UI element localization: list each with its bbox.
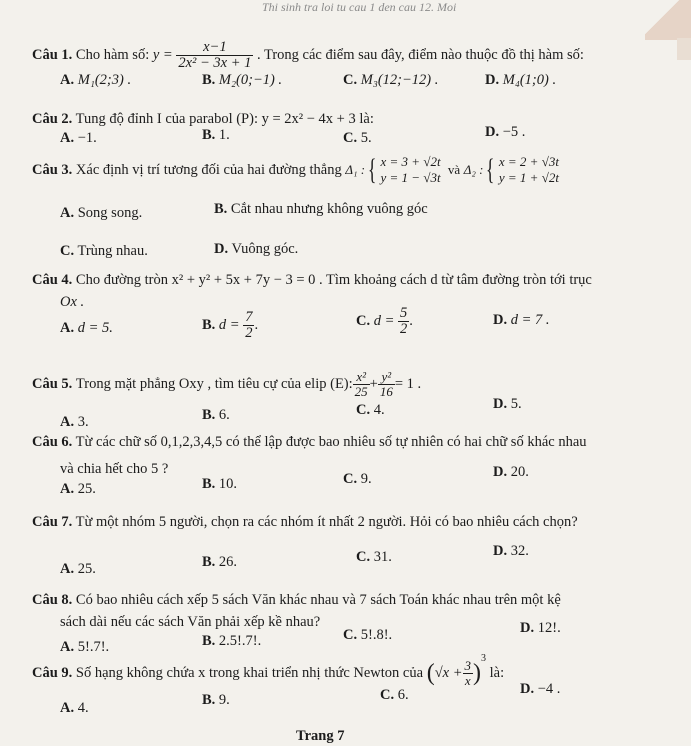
option-b[interactable]	[202, 310, 258, 341]
option-text: 4.	[77, 700, 89, 716]
option-d[interactable]	[520, 620, 561, 637]
question-text: Có bao nhiêu cách xếp 5 sách Văn khác nhau và 7 sách Toán khác nhau trên một kệ	[75, 592, 561, 608]
option-a[interactable]	[60, 205, 142, 222]
question-text: Tung độ đỉnh I của parabol (P): y = 2x² − 4x + 3 là:	[75, 111, 374, 127]
question-text-after: . Trong các điểm sau đây, điểm nào thuộc đồ thị hàm số:	[257, 47, 584, 64]
option-text: 1.	[218, 127, 230, 143]
option-a[interactable]	[60, 320, 113, 337]
question-6	[32, 434, 587, 451]
fraction-numerator: x²	[353, 370, 370, 385]
option-text: 4.	[373, 402, 385, 418]
question-text: Cho đường tròn x² + y² + 5x + 7y − 3 = 0 . Tìm khoảng cách d từ tâm đường tròn tới trục	[75, 272, 592, 288]
option-text: 26.	[218, 554, 238, 570]
brace-symbol: {	[367, 153, 377, 186]
option-c[interactable]	[356, 549, 392, 566]
question-text: Từ các chữ số 0,1,2,3,4,5 có thể lập được bao nhiêu số tự nhiên có hai chữ số khác nhau	[75, 434, 587, 450]
question-8	[32, 592, 561, 609]
fraction-numerator: y²	[378, 370, 395, 385]
option-key: C.	[343, 130, 358, 146]
option-text: 25.	[77, 561, 96, 577]
option-text: 25.	[77, 481, 96, 497]
option-c[interactable]	[60, 243, 148, 260]
line1-system	[365, 154, 440, 187]
ellipse-fraction-y	[378, 370, 395, 398]
option-text: 9.	[360, 471, 372, 487]
function-fraction	[176, 40, 253, 71]
option-text: M₄(1;0) .	[502, 72, 557, 88]
option-key: B.	[202, 127, 216, 143]
question-label: Câu 5.	[32, 375, 73, 392]
page-corner-decoration-2	[677, 38, 691, 60]
option-text: 12!.	[537, 620, 561, 636]
option-d[interactable]	[493, 543, 529, 560]
option-c[interactable]	[343, 471, 372, 488]
option-text: d = 7 .	[510, 312, 550, 328]
option-text: −5 .	[502, 124, 526, 140]
question-label: Câu 3.	[32, 161, 73, 178]
question-text: Số hạng không chứa x trong khai triển nhị thức Newton của	[75, 664, 424, 681]
question-text-after: là:	[489, 664, 505, 681]
option-key: A.	[60, 320, 75, 336]
option-key: C.	[356, 313, 371, 330]
option-c[interactable]	[343, 130, 372, 147]
option-key: C.	[356, 549, 371, 565]
question-1	[32, 40, 584, 71]
option-key: C.	[343, 471, 358, 487]
option-text: −1.	[77, 130, 97, 146]
option-key: A.	[60, 639, 75, 655]
ellipse-fraction-x	[353, 370, 370, 398]
question-4	[32, 272, 592, 289]
option-text: Vuông góc.	[231, 241, 299, 257]
question-text: Từ một nhóm 5 người, chọn ra các nhóm ít nhất 2 người. Hỏi có bao nhiêu cách chọn?	[75, 514, 578, 530]
open-paren: (	[426, 659, 435, 686]
option-key: B.	[202, 317, 216, 334]
fraction-numerator: 3	[464, 657, 471, 673]
option-a[interactable]	[60, 561, 96, 578]
line2-equation-y: y = 1 + √2t	[498, 170, 559, 185]
option-key: A.	[60, 561, 75, 577]
option-d[interactable]	[493, 396, 522, 413]
expression-left: √x +	[434, 664, 463, 681]
question-text: Trong mặt phẳng Oxy , tìm tiêu cự của elip (E):	[75, 375, 353, 392]
option-text: M₃(12;−12) .	[360, 72, 439, 88]
function-lhs: y =	[152, 47, 173, 64]
option-d[interactable]	[493, 464, 529, 481]
question-label: Câu 6.	[32, 434, 73, 450]
option-key: C.	[60, 243, 75, 259]
option-prefix: d =	[373, 313, 395, 330]
option-key: C.	[343, 627, 358, 643]
option-b[interactable]	[202, 72, 282, 89]
option-text: M₁(2;3) .	[77, 72, 132, 88]
option-key: D.	[493, 312, 508, 328]
fraction-numerator: 5	[400, 305, 408, 321]
question-label: Câu 8.	[32, 592, 73, 608]
option-key: B.	[202, 72, 216, 88]
plus-sign: +	[369, 375, 378, 392]
option-text: 20.	[510, 464, 529, 480]
option-key: A.	[60, 414, 75, 430]
fraction-denominator: 2	[400, 321, 408, 338]
option-fraction	[398, 306, 409, 337]
question-text: Cho hàm số:	[75, 47, 153, 64]
option-key: C.	[343, 72, 358, 88]
page-corner-decoration	[645, 0, 691, 40]
option-c[interactable]	[380, 687, 409, 704]
question-label: Câu 4.	[32, 272, 73, 288]
option-key: A.	[60, 130, 75, 146]
expression-fraction	[463, 659, 474, 687]
and-word: và	[447, 162, 461, 177]
fraction-denominator: 25	[354, 383, 368, 399]
option-c[interactable]	[343, 72, 438, 89]
option-fraction	[243, 310, 254, 341]
question-9	[32, 653, 504, 693]
option-d[interactable]	[493, 312, 550, 329]
option-key: B.	[202, 692, 216, 708]
question-label: Câu 9.	[32, 664, 73, 681]
fraction-numerator: x−1	[176, 40, 253, 56]
option-a[interactable]	[60, 130, 97, 147]
option-d[interactable]	[520, 681, 560, 698]
question-label: Câu 1.	[32, 47, 73, 64]
option-text: 9.	[218, 692, 230, 708]
option-b[interactable]	[202, 407, 230, 424]
question-3	[32, 148, 559, 192]
option-key: B.	[214, 201, 228, 217]
option-b[interactable]	[202, 692, 230, 709]
option-text: Trùng nhau.	[77, 243, 148, 259]
option-text: 2.5!.7!.	[218, 633, 262, 649]
option-text: 5!.7!.	[77, 639, 110, 655]
option-key: D.	[493, 396, 508, 412]
option-d[interactable]	[485, 72, 556, 89]
line2-system	[483, 154, 558, 187]
option-text: Cắt nhau nhưng không vuông góc	[230, 201, 428, 217]
option-a[interactable]	[60, 414, 89, 431]
question-7	[32, 514, 578, 531]
option-key: D.	[520, 620, 535, 636]
option-key: D.	[520, 681, 535, 697]
option-c[interactable]	[343, 627, 392, 644]
option-text: 3.	[77, 414, 89, 430]
close-paren: )	[473, 659, 481, 686]
fraction-denominator: x	[464, 672, 471, 688]
option-text: 6.	[218, 407, 230, 423]
question-label: Câu 7.	[32, 514, 73, 530]
option-text: 5!.8!.	[360, 627, 393, 643]
option-b[interactable]	[202, 476, 237, 493]
option-key: B.	[202, 554, 216, 570]
line2-equation-x: x = 2 + √3t	[498, 153, 559, 169]
line1-equation-y: y = 1 − √3t	[380, 170, 441, 185]
brace-symbol: {	[486, 153, 495, 186]
option-suffix: .	[254, 317, 259, 334]
line2-name: Δ₂ :	[463, 162, 484, 177]
option-b[interactable]	[202, 127, 230, 144]
option-text: 6.	[397, 687, 409, 703]
question-8-continued: sách dài nếu các sách Văn phải xếp kề nhau?	[60, 614, 321, 630]
question-2	[32, 111, 374, 128]
fraction-denominator: 16	[379, 383, 393, 399]
option-key: A.	[60, 205, 75, 221]
option-key: B.	[202, 407, 216, 423]
option-key: D.	[214, 241, 229, 257]
question-text: Xác định vị trí tương đối của hai đường thẳng	[75, 161, 342, 178]
question-6-continued: và chia hết cho 5 ?	[60, 461, 169, 477]
fraction-denominator: 2x² − 3x + 1	[178, 55, 252, 72]
option-text: 5.	[510, 396, 522, 412]
question-4-continued: Ox .	[60, 294, 85, 310]
option-b[interactable]	[202, 554, 237, 571]
option-a[interactable]	[60, 72, 131, 89]
equation-rhs: = 1 .	[394, 375, 422, 392]
option-b[interactable]	[202, 633, 261, 650]
option-d[interactable]	[214, 241, 298, 258]
option-key: D.	[493, 543, 508, 559]
option-text: M₂(0;−1) .	[218, 72, 283, 88]
option-key: A.	[60, 481, 75, 497]
option-key: C.	[356, 402, 371, 418]
option-key: D.	[493, 464, 508, 480]
option-a[interactable]	[60, 700, 89, 717]
option-text: 32.	[510, 543, 529, 559]
option-text: Song song.	[77, 205, 143, 221]
question-5	[32, 370, 421, 398]
option-key: D.	[485, 124, 500, 140]
fraction-numerator: 7	[245, 309, 253, 325]
option-a[interactable]	[60, 481, 96, 498]
option-key: B.	[202, 476, 216, 492]
option-key: A.	[60, 72, 75, 88]
expression-power: 3	[481, 653, 486, 664]
option-c[interactable]	[356, 306, 413, 337]
option-suffix: .	[409, 313, 413, 330]
option-key: C.	[380, 687, 395, 703]
option-text: 10.	[218, 476, 238, 492]
option-key: B.	[202, 633, 216, 649]
option-key: A.	[60, 700, 75, 716]
option-text: 31.	[373, 549, 392, 565]
question-label: Câu 2.	[32, 111, 73, 127]
option-text: d = 5.	[77, 320, 113, 336]
option-text: −4 .	[537, 681, 561, 697]
option-key: D.	[485, 72, 500, 88]
option-c[interactable]	[356, 402, 385, 419]
option-prefix: d =	[218, 317, 240, 334]
option-text: 5.	[360, 130, 372, 146]
option-b[interactable]	[214, 201, 428, 218]
option-d[interactable]	[485, 124, 525, 141]
line1-name: Δ₁ :	[345, 162, 366, 177]
line1-equation-x: x = 3 + √2t	[380, 153, 441, 169]
fraction-denominator: 2	[245, 325, 253, 342]
header-note: Thi sinh tra loi tu cau 1 den cau 12. Moi	[262, 0, 457, 14]
page-footer: Trang 7	[296, 728, 345, 744]
